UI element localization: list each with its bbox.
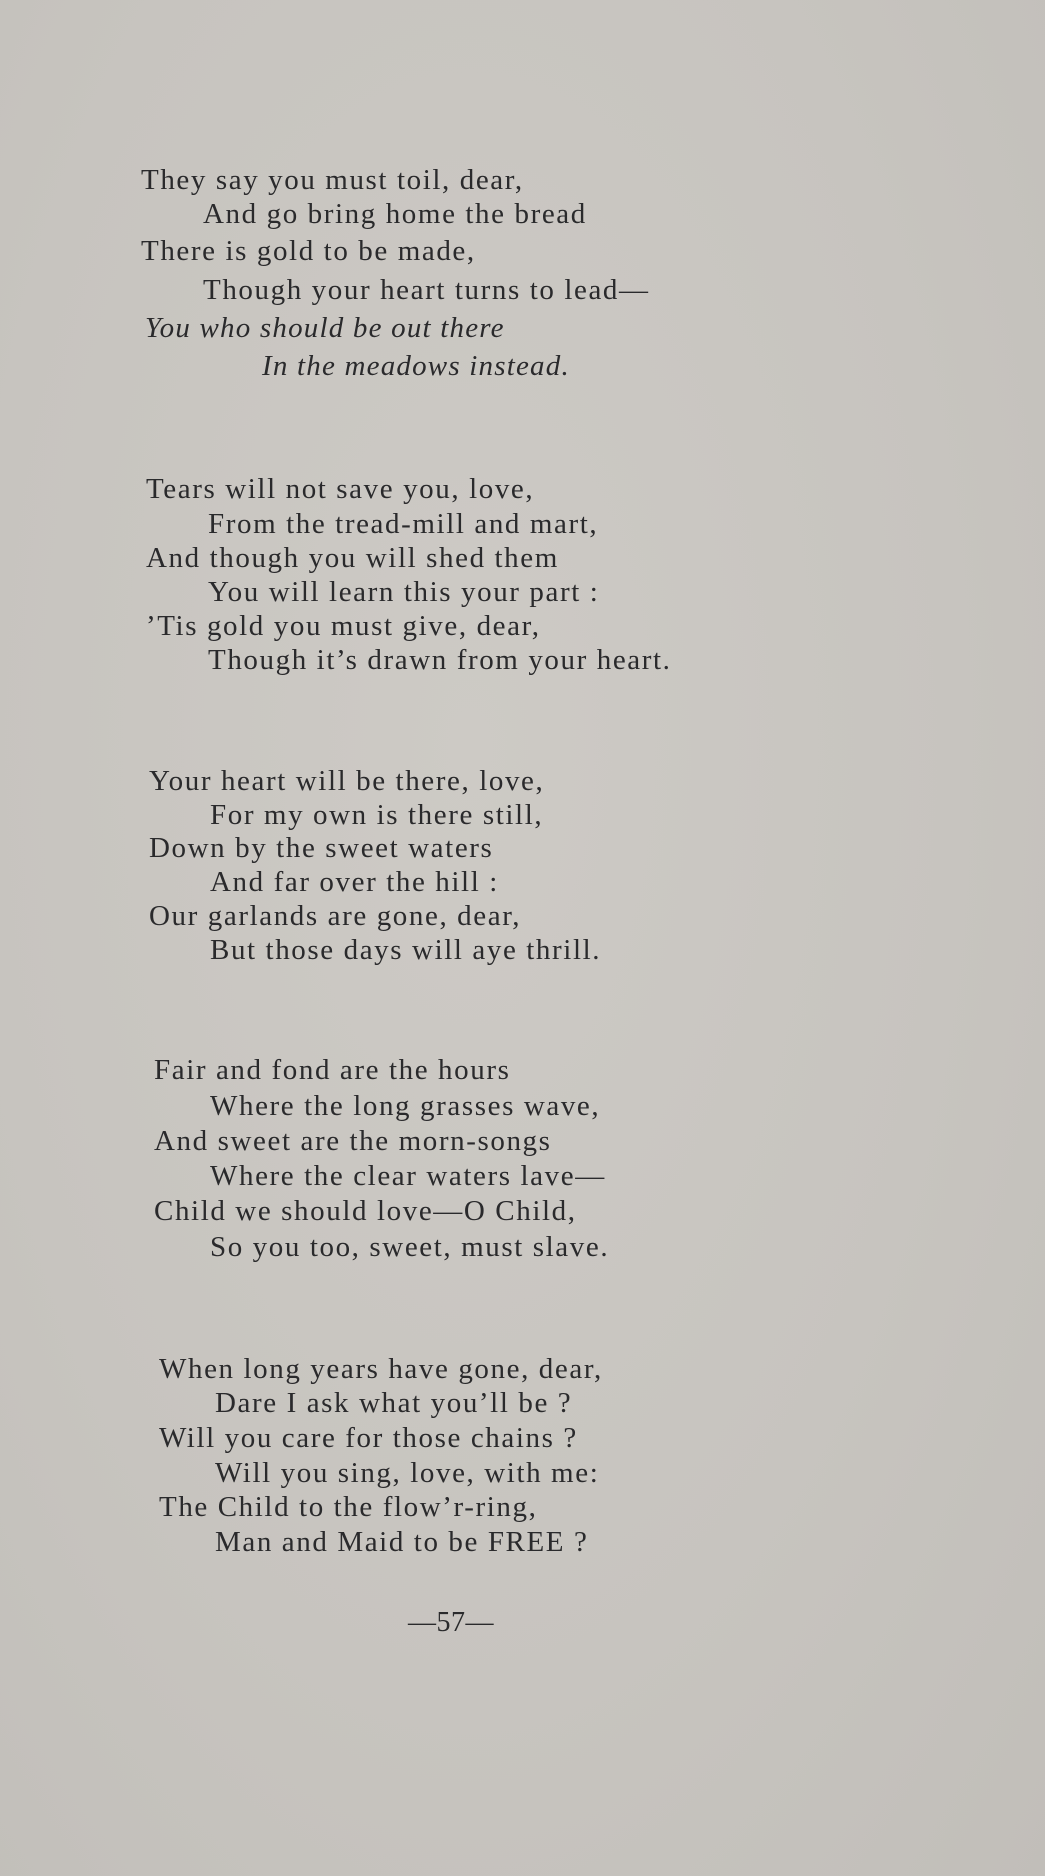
poem-line: Man and Maid to be FREE ? (215, 1526, 589, 1558)
poem-line: And sweet are the morn-songs (154, 1125, 552, 1157)
poem-line: Though your heart turns to lead— (203, 274, 650, 306)
poem-line: Dare I ask what you’ll be ? (215, 1387, 573, 1419)
poem-line: Child we should love—O Child, (154, 1195, 577, 1227)
poem-line: Fair and fond are the hours (154, 1054, 511, 1086)
poem-line: Down by the sweet waters (149, 832, 494, 864)
poem-line: Our garlands are gone, dear, (149, 900, 522, 932)
poem-line: For my own is there still, (210, 799, 544, 831)
page-number: —57— (408, 1607, 494, 1638)
poem-line: You who should be out there (145, 312, 505, 344)
poem-line: Though it’s drawn from your heart. (208, 644, 672, 676)
poem-line: You will learn this your part : (208, 576, 600, 608)
poem-line: There is gold to be made, (141, 235, 476, 267)
poem-line: ’Tis gold you must give, dear, (146, 610, 541, 642)
poem-line: Your heart will be there, love, (149, 765, 545, 797)
poem-line: Will you sing, love, with me: (215, 1457, 600, 1489)
poem-line: The Child to the flow’r-ring, (159, 1491, 538, 1523)
poem-line: And far over the hill : (210, 866, 499, 898)
poem-line: Where the long grasses wave, (210, 1090, 601, 1122)
poem-line: Tears will not save you, love, (146, 473, 535, 505)
poem-line: But those days will aye thrill. (210, 934, 602, 966)
poem-line: And though you will shed them (146, 542, 559, 574)
poem-line: From the tread-mill and mart, (208, 508, 599, 540)
poem-line: And go bring home the bread (203, 198, 587, 230)
poem-line: Where the clear waters lave— (210, 1160, 606, 1192)
poem-line: Will you care for those chains ? (159, 1422, 578, 1454)
poem-line: They say you must toil, dear, (141, 164, 524, 196)
poem-line: When long years have gone, dear, (159, 1353, 603, 1385)
poem-line: In the meadows instead. (262, 350, 570, 382)
poem-line: So you too, sweet, must slave. (210, 1231, 610, 1263)
